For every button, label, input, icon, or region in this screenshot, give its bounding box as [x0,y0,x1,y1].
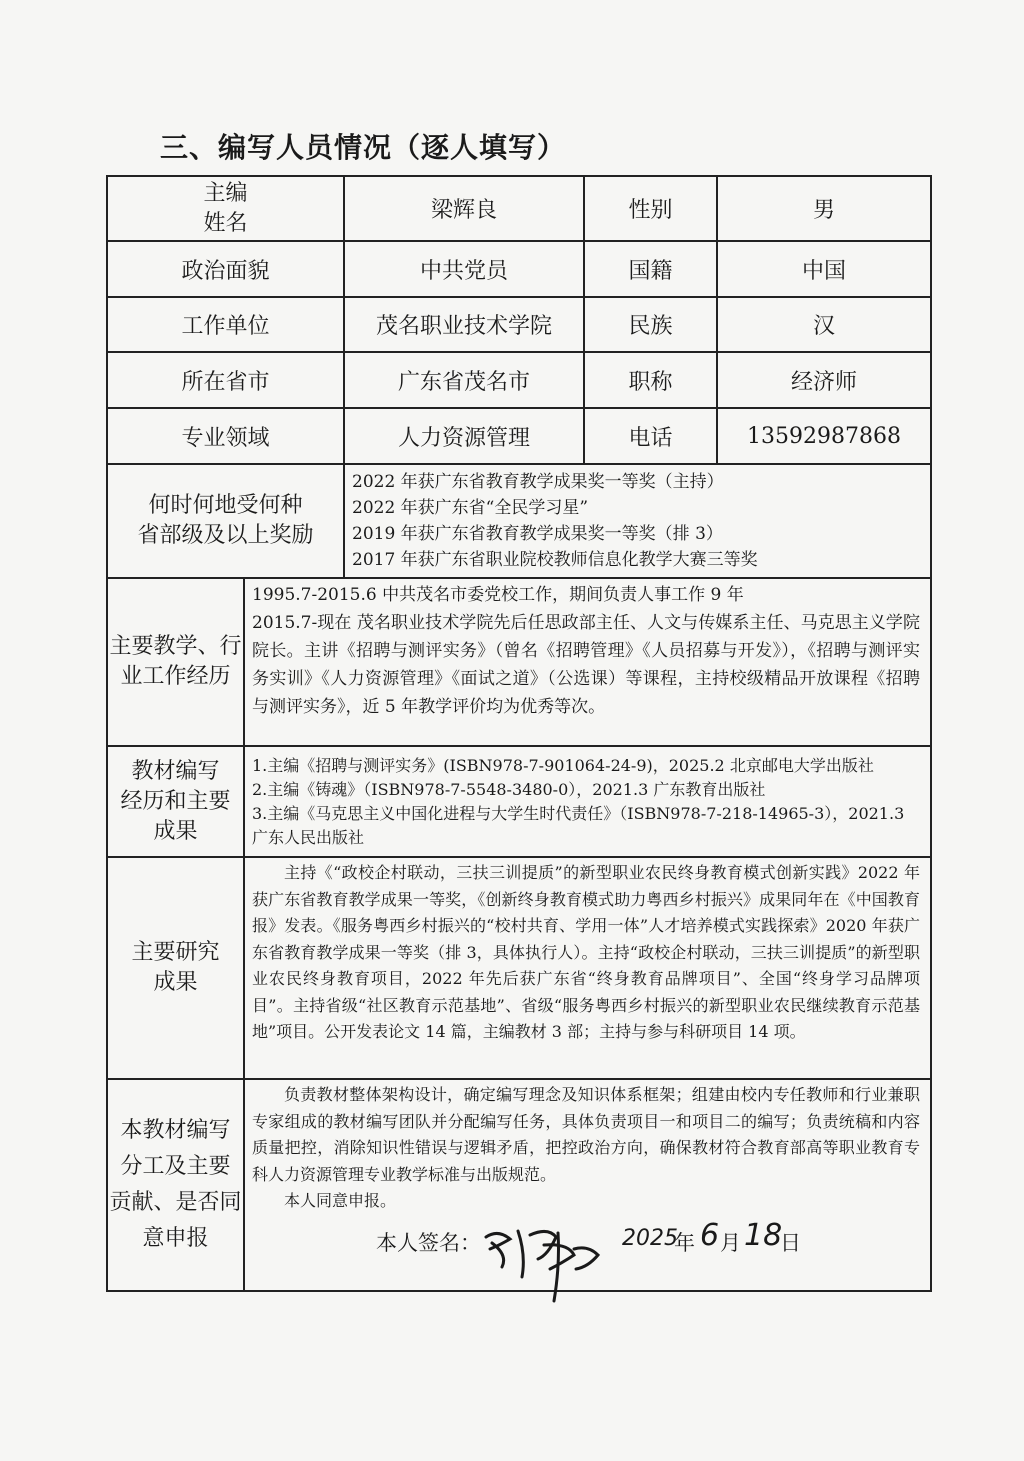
contribution-text [252,1080,920,1210]
textbooks-label [108,747,243,856]
date-day-unit: 日 [780,1231,801,1255]
date-day: 18 [744,1218,783,1253]
awards-label-line1: 何时何地受何种 [148,493,303,518]
name-label: 姓名 [203,210,248,236]
list-item: 2.主编《铸魂》（ISBN978-7-5548-3480-0），2021.3 广东教育出版社 [252,779,766,799]
contribution-label [108,1080,243,1290]
ethnicity-value: 汉 [812,314,835,339]
textbooks-label-line1: 教材编写 [131,758,220,784]
employer-label: 工作单位 [181,314,270,339]
list-item: 2022 年获广东省教育教学成果奖一等奖（主持） [352,472,724,492]
nationality-value: 中国 [801,258,846,284]
awards-list [352,465,927,577]
editor-name-label [108,177,343,240]
awards-label [108,465,343,577]
gender-value: 男 [812,198,835,223]
experience-paragraph: 2015.7-现在 茂名职业技术学院先后任思政部主任、人文与传媒系主任、马克思主义学院院长。主讲《招聘与测评实务》（曾名《招聘管理》《人员招募与开发》），《招聘与测评实务实训》《人力资源管理》《面试之道》（公选课）等课程，主持校级精品开放课程《招聘与测评实务》，近 5 年教学评价均为优秀等次。 [252,613,920,717]
date-year-unit: 年 [674,1231,695,1255]
contribution-label-line4: 意申报 [142,1226,209,1251]
section-heading: 三、编写人员情况（逐人填写） [160,131,567,164]
title-label: 职称 [628,369,673,395]
textbooks-list [252,747,924,856]
list-item: 2019 年获广东省教育教学成果奖一等奖（排 3） [352,524,723,544]
name-value: 梁辉良 [430,198,497,223]
date-month-unit: 月 [720,1231,741,1255]
list-item: 2022 年获广东省“全民学习星” [352,498,589,518]
experience-label [108,579,243,745]
handwritten-signature [478,1215,608,1305]
research-label-line1: 主要研究 [131,940,220,965]
textbooks-label-line3: 成果 [153,818,198,844]
field-label: 专业领域 [181,425,270,451]
title-value: 经济师 [790,369,857,395]
location-value: 广东省茂名市 [397,369,530,395]
location-label: 所在省市 [181,369,270,395]
experience-label-line2: 业工作经历 [120,664,231,689]
experience-text [252,579,920,745]
nationality-label: 国籍 [628,258,673,284]
phone-label: 电话 [628,425,673,451]
list-item: 2017 年获广东省职业院校教师信息化教学大赛三等奖 [352,550,758,570]
research-label [108,858,243,1078]
list-item: 3.主编《马克思主义中国化进程与大学生时代责任》（ISBN978-7-218-14965-3），2021.3 广东人民出版社 [252,803,905,847]
phone-value: 13592987868 [747,423,901,449]
contribution-paragraph: 负责教材整体架构设计，确定编写理念及知识体系框架；组建由校内专任教师和行业兼职专家组成的教材编写团队并分配编写任务，具体负责项目一和项目二的编写；负责统稿和内容质量把控，消除知识性错误与逻辑矛盾，把控政治方向，确保教材符合教育部高等职业教育专科人力资源管理专业教学标准与出版规范。 [252,1085,920,1184]
field-value: 人力资源管理 [397,425,530,451]
research-label-line2: 成果 [153,970,198,995]
agree-statement: 本人同意申报。 [284,1191,397,1210]
employer-value: 茂名职业技术学院 [375,314,552,339]
political-value: 中共党员 [419,258,508,284]
editor-label: 主编 [203,180,248,206]
awards-label-line2: 省部级及以上奖励 [137,523,314,548]
research-text: 主持《“政校企村联动，三扶三训提质”的新型职业农民终身教育模式创新实践》2022 年获广东省教育教学成果一等奖，《创新终身教育模式助力粤西乡村振兴》成果同年在《中国教育报》发表。《服务粤西乡村振兴的“校村共育、学用一体”人才培养模式实践探索》2020 年获广东省教育教学成果一等奖（排 3，具体执行人）。主持“政校企村联动，三扶三训提质”的新型职业农民终身教育项目，2022 年先后获广东省“终身教育品牌项目”、全国“终身学习品牌项目”。主持省级“社区教育示范基地”、省级“服务粤西乡村振兴的新型职业农民继续教育示范基地”项目。公开发表论文 14 篇，主编教材 3 部；主持与参与科研项目 14 项。 [252,863,920,1041]
date-month: 6 [700,1218,720,1253]
contribution-label-line2: 分工及主要 [120,1154,231,1179]
signature-label: 本人签名： [376,1231,481,1255]
list-item: 1.主编《招聘与测评实务》(ISBN978-7-901064-24-9)，2025.2 北京邮电大学出版社 [252,755,874,775]
contribution-label-line1: 本教材编写 [120,1118,231,1143]
experience-label-line1: 主要教学、行 [109,634,242,659]
date-year: 2025 [622,1226,678,1251]
contribution-label-line3: 贡献、是否同 [109,1190,242,1215]
political-label: 政治面貌 [181,258,270,284]
textbooks-label-line2: 经历和主要 [120,788,231,814]
gender-label: 性别 [628,198,673,223]
experience-line1: 1995.7-2015.6 中共茂名市委党校工作，期间负责人事工作 9 年 [252,585,744,605]
ethnicity-label: 民族 [628,314,673,339]
